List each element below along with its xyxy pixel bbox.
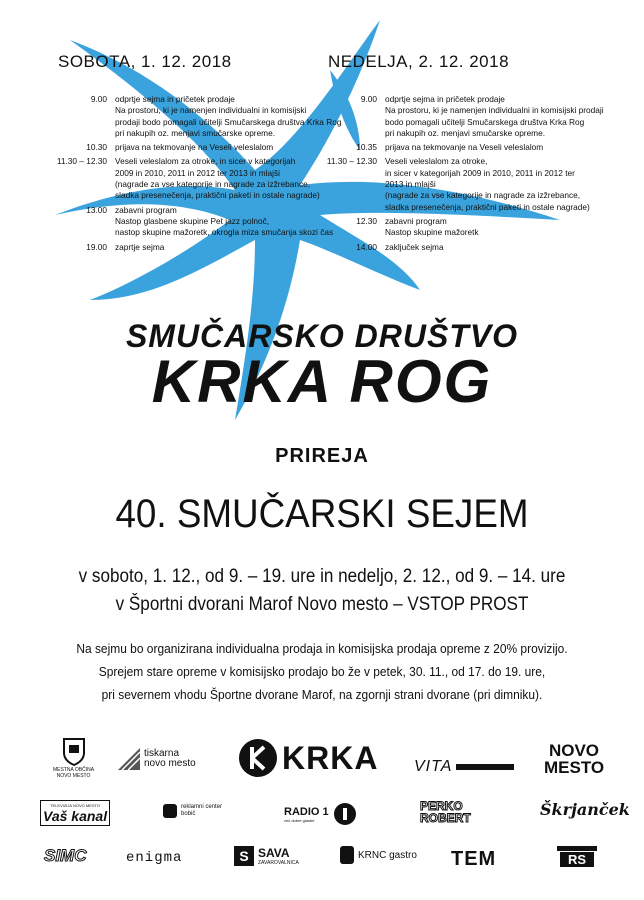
schedule-time: 14.00 — [356, 241, 377, 252]
schedule-text: sladka presenečenja, praktični paketi in ostale nagrade) — [385, 201, 590, 212]
info-line: Sprejem stare opreme v komisijsko prodajo bo že v petek, 30. 11., od 17. do 19. ure, — [98, 664, 546, 679]
schedule-text: in sicer v kategorijah 2009 in 2010, 2011 in 2012 ter — [385, 167, 575, 178]
schedule-text: odprtje sejma in pričetek prodaje — [385, 94, 505, 104]
sponsor-simc: SIMC — [44, 846, 87, 865]
schedule-text: sladka presenečenja, praktični paketi in ostale nagrade) — [115, 190, 320, 201]
sponsor-rs: RS — [557, 846, 597, 867]
schedule-text: Na prostoru, ki je namenjen individualni in komisijski — [115, 105, 307, 116]
schedule-text: (nagrade za vse kategorije in nagrade za izžrebance, — [385, 190, 581, 201]
schedule-text: odprtje sejma in pričetek prodaje — [115, 94, 235, 104]
schedule-item — [55, 242, 345, 253]
schedule-item — [325, 216, 625, 239]
sponsor-krnc: KRNC gastro — [340, 846, 417, 864]
schedule-text: Nastop skupine mažoretk — [385, 227, 479, 238]
info-line: Na sejmu bo organizirana individualna prodaja in komisijska prodaja opreme z 20% provizijo. — [76, 641, 568, 656]
vita-bar — [456, 764, 514, 770]
schedule-time: 9.00 — [360, 94, 377, 104]
sponsor-novo-mesto: NOVO MESTO — [544, 741, 605, 777]
schedule-text: prijava na tekmovanje na Veseli veleslalom — [385, 142, 544, 153]
sponsor-radio1: RADIO 1 več dobre glasbe — [284, 802, 357, 826]
schedule-item — [55, 205, 345, 239]
schedule-time: 11.30 – 12.30 — [326, 156, 377, 167]
schedule-item — [325, 156, 625, 212]
saturday-schedule — [55, 94, 345, 253]
sponsor-skrjancek: Škrjanček — [540, 800, 630, 819]
schedule-time: 10.30 — [86, 142, 107, 153]
schedule-text: pri nakupih oz. menjavi smučarske opreme. — [115, 127, 276, 138]
schedule-text: (nagrade za vse kategorije in nagrade za izžrebance, — [115, 179, 311, 190]
schedule-text: zaključek sejma — [385, 241, 444, 252]
krka-logo-icon — [238, 738, 278, 778]
schedule-text: 2009 in 2010, 2011 in 2012 ter 2013 in mlajši — [115, 167, 280, 178]
schedule-item — [55, 94, 345, 139]
sponsor-mestna-obcina: MESTNA OBČINA NOVO MESTO — [46, 738, 101, 779]
schedule-text: pri nakupih oz. menjavi smučarske opreme. — [385, 127, 546, 138]
radio-one-icon — [333, 802, 357, 826]
sponsor-tem: TEM — [451, 848, 497, 870]
schedule-time: 13.00 — [86, 204, 107, 215]
schedule-item — [325, 94, 625, 139]
schedule-item — [55, 156, 345, 201]
sunday-schedule — [325, 94, 625, 253]
sava-logo-icon: S — [234, 846, 254, 866]
schedule-text: zaprtje sejma — [115, 241, 165, 252]
schedule-text: bodo pomagali učitelji Smučarskega društva Krka Rog — [385, 116, 585, 127]
organizer-name-line1: SMUČARSKO DRUŠTVO — [125, 318, 519, 354]
schedule-text: prodaji bodo pomagali učitelji Smučarskega društva Krka Rog — [115, 116, 342, 127]
schedule-text: zabavni program — [385, 215, 447, 226]
schedule-time: 10.35 — [356, 142, 377, 153]
info-line: pri severnem vhodu Športne dvorane Marof, na zgornji strani dvorane (pri dimniku). — [101, 687, 543, 702]
sunday-heading: NEDELJA, 2. 12. 2018 — [328, 52, 510, 71]
sponsor-vita: VITA — [414, 758, 514, 776]
schedule-text: zabavni program — [115, 204, 177, 215]
schedule-text: prijava na tekmovanje na Veseli veleslalom — [115, 142, 274, 153]
sponsor-perko: PERKO ROBERT — [420, 799, 471, 825]
sponsor-enigma: enigma — [126, 850, 183, 866]
reklamni-logo-icon — [163, 804, 177, 818]
sponsor-krka: KRKA — [238, 738, 378, 778]
event-dates: v soboto, 1. 12., od 9. – 19. ure in nedeljo, 2. 12., od 9. – 14. ure — [78, 566, 566, 587]
schedule-text: Nastop glasbene skupine Pet jazz polnoč, — [115, 215, 270, 226]
sponsor-tiskarna: tiskarna novo mesto — [118, 748, 202, 770]
schedule-text: Veseli veleslalom za otroke, in sicer v kategorijah — [115, 156, 296, 167]
schedule-text: Veseli veleslalom za otroke, — [385, 156, 488, 167]
saturday-heading: SOBOTA, 1. 12. 2018 — [58, 52, 232, 71]
schedule-text: nastop skupine mažoretk, okrogla miza smučanja skozi čas — [115, 227, 334, 238]
coat-of-arms-icon — [63, 738, 85, 766]
rs-bar — [557, 846, 597, 851]
presents-label: PRIREJA — [275, 445, 369, 467]
event-venue: v Športni dvorani Marof Novo mesto – VSTOP PROST — [115, 594, 529, 615]
schedule-item — [325, 142, 625, 153]
organizer-name-line2: KRKA ROG — [151, 348, 493, 415]
sponsor-vas-kanal: TELEVIZIJA NOVO MESTO Vaš kanal — [40, 800, 110, 826]
schedule-time: 19.00 — [86, 241, 107, 252]
schedule-item — [325, 242, 625, 253]
tiskarna-logo-icon — [118, 748, 140, 770]
sponsor-sava: S SAVA ZAVAROVALNICA — [234, 846, 299, 866]
sponsor-reklamni-center: reklamni center bobič — [163, 804, 231, 818]
schedule-time: 9.00 — [90, 94, 107, 104]
schedule-time: 12.30 — [356, 215, 377, 226]
krnc-logo-icon — [340, 846, 354, 864]
schedule-text: 2013 in mlajši — [385, 179, 436, 190]
schedule-item — [55, 142, 345, 153]
schedule-time: 11.30 – 12.30 — [56, 156, 107, 167]
event-title: 40. SMUČARSKI SEJEM — [115, 492, 529, 536]
schedule-text: Na prostoru, ki je namenjen individualni in komisijski prodaji — [385, 105, 604, 116]
